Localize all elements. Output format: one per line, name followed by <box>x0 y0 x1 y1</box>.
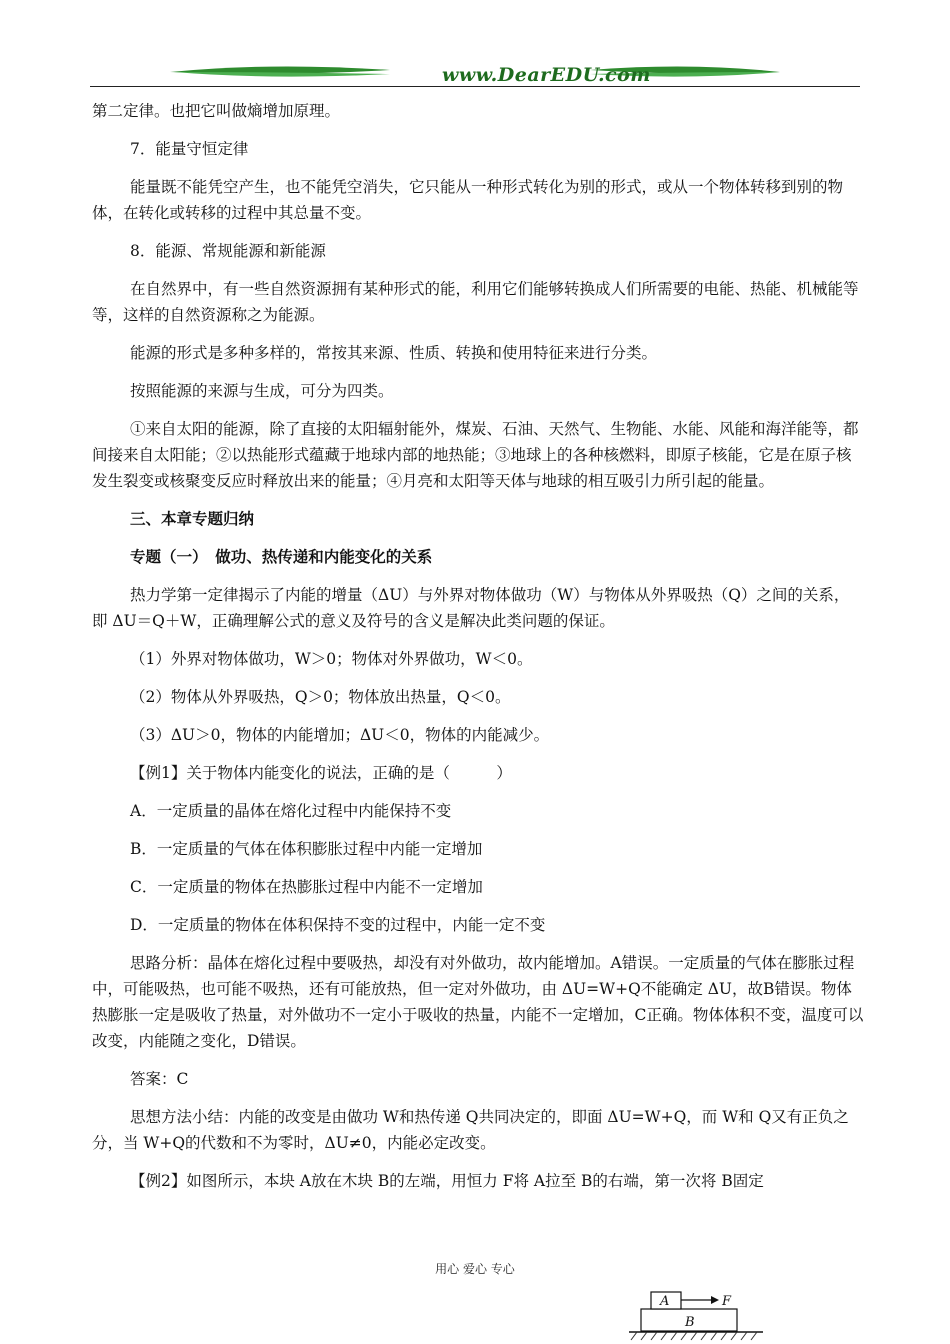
chapter-heading: 三、本章专题归纳 <box>130 510 255 528</box>
paragraph: 第二定律。也把它叫做熵增加原理。 <box>92 102 341 120</box>
section-heading: 8．能源、常规能源和新能源 <box>130 242 326 260</box>
analysis: 思路分析：晶体在熔化过程中要吸热，却没有对外做功，故内能增加。A错误。一定质量的气体在膨胀过程中，可能吸热，也可能不吸热，还有可能放热，但一定对外做功，由 ΔU=W+Q不能确定 ΔU，故B错误。物体热膨胀一定是吸收了热量，对外做功不一定小于吸收的热量，内能不一定增加，C正确。物体体积不变，温度可以改变，内能随之变化，D错误。 <box>92 954 864 1050</box>
label-b: B <box>685 1315 695 1330</box>
option-a: A．一定质量的晶体在熔化过程中内能保持不变 <box>130 802 452 820</box>
option-d: D．一定质量的物体在体积保持不变的过程中，内能一定不变 <box>130 916 546 934</box>
paragraph: 能量既不能凭空产生，也不能凭空消失，它只能从一种形式转化为别的形式，或从一个物体转移到别的物体，在转化或转移的过程中其总量不变。 <box>92 178 844 222</box>
block-diagram <box>627 1284 767 1344</box>
page-footer: 用心 爱心 专心 <box>435 1262 515 1276</box>
page-header <box>90 60 860 92</box>
answer: 答案：C <box>130 1070 189 1088</box>
document-body <box>92 98 864 1194</box>
paragraph: 在自然界中，有一些自然资源拥有某种形式的能，利用它们能够转换成人们所需要的电能、热能、机械能等等，这样的自然资源称之为能源。 <box>92 280 859 324</box>
label-f: F <box>722 1294 732 1309</box>
list-item: （3）ΔU＞0，物体的内能增加；ΔU＜0，物体的内能减少。 <box>130 726 550 744</box>
paragraph: ①来自太阳的能源，除了直接的太阳辐射能外，煤炭、石油、天然气、生物能、水能、风能和海洋能等，都间接来自太阳能；②以热能形式蕴藏于地球内部的地热能；③地球上的各种核燃料，即原子核能，它是在原子核发生裂变或核聚变反应时释放出来的能量；④月亮和太阳等天体与地球的相互吸引力所引起的能量。 <box>92 420 859 490</box>
section-heading: 7．能量守恒定律 <box>130 140 249 158</box>
example-question: 【例1】关于物体内能变化的说法，正确的是（ ） <box>130 764 512 782</box>
header-rule <box>90 86 860 87</box>
force-arrowhead <box>711 1296 719 1304</box>
paragraph: 能源的形式是多种多样的，常按其来源、性质、转换和使用特征来进行分类。 <box>130 344 658 362</box>
option-b: B．一定质量的气体在体积膨胀过程中内能一定增加 <box>130 840 483 858</box>
list-item: （2）物体从外界吸热，Q＞0；物体放出热量，Q＜0。 <box>130 688 511 706</box>
site-url: www.DearEDU.com <box>442 64 651 86</box>
example-question: 【例2】如图所示，本块 A放在木块 B的左端，用恒力 F将 A拉至 B的右端，第一次将 B固定 <box>130 1172 764 1190</box>
method-summary: 思想方法小结：内能的改变是由做功 W和热传递 Q共同决定的，即面 ΔU=W+Q，而 W和 Q又有正负之分，当 W+Q的代数和不为零时，ΔU≠0，内能必定改变。 <box>92 1108 849 1152</box>
topic-heading: 专题（一） 做功、热传递和内能变化的关系 <box>130 548 433 566</box>
ground-hatch <box>631 1332 757 1340</box>
label-a: A <box>660 1294 670 1309</box>
list-item: （1）外界对物体做功，W＞0；物体对外界做功，W＜0。 <box>130 650 533 668</box>
paragraph: 按照能源的来源与生成，可分为四类。 <box>130 382 394 400</box>
paragraph: 热力学第一定律揭示了内能的增量（ΔU）与外界对物体做功（W）与物体从外界吸热（Q）之间的关系，即 ΔU＝Q＋W，正确理解公式的意义及符号的含义是解决此类问题的保证。 <box>92 586 850 630</box>
option-c: C．一定质量的物体在热膨胀过程中内能不一定增加 <box>130 878 483 896</box>
